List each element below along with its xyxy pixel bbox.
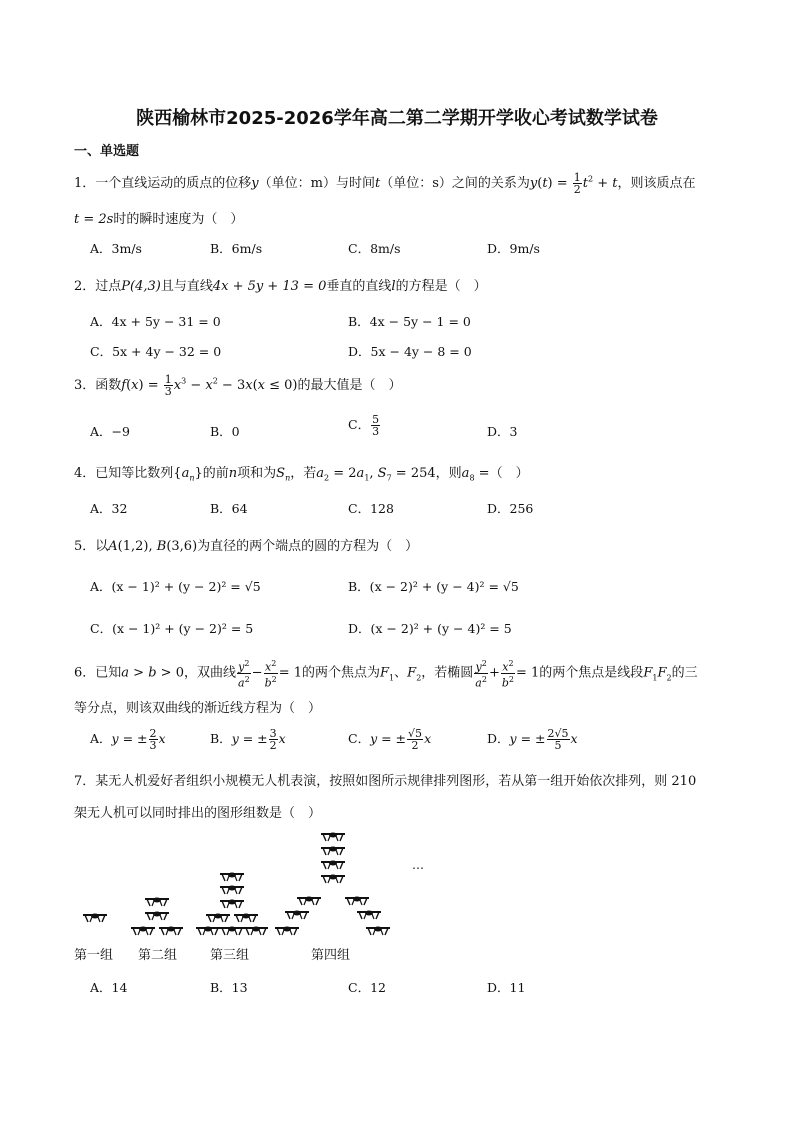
q7-option-b: B．13 <box>210 980 248 995</box>
q3-text-a: 3．函数 <box>74 378 122 393</box>
drone-icon <box>196 927 220 936</box>
q1-option-c: C．8m/s <box>348 241 401 256</box>
fraction: $\frac{x^2}{b^2}$ <box>264 659 277 690</box>
q6-option-d-label: D． <box>487 731 510 746</box>
drone-icon <box>220 886 244 895</box>
q7-option-c: C．12 <box>348 980 386 995</box>
q4-option-a: A．32 <box>90 501 128 516</box>
drone-icon <box>206 914 230 923</box>
q5-option-a: A．(x − 1)² + (y − 2)² = √5 <box>90 579 261 594</box>
fraction: $\frac{y^2}{a^2}$ <box>475 659 487 690</box>
continuation-ellipsis: … <box>412 858 424 872</box>
group-1-label: 第一组 <box>74 948 114 963</box>
drone-icon <box>366 927 390 936</box>
q5-option-d: D．(x − 2)² + (y − 4)² = 5 <box>348 621 512 636</box>
page-title: 陕西榆林市2025-2026学年高二第二学期开学收心考试数学试卷 <box>136 108 658 129</box>
drone-icon <box>285 911 309 920</box>
q1-text-d: ，则该质点在 <box>617 176 696 191</box>
q1-option-d: D．9m/s <box>487 241 540 256</box>
q4-text-e: ，则 <box>435 466 462 481</box>
fraction: $\frac{y^2}{a^2}$ <box>238 659 250 690</box>
q6-option-b: B．y = ± $\frac{3}{2}$ x <box>210 727 286 752</box>
q2-option-b: B．4x − 5y − 1 = 0 <box>348 314 471 329</box>
question-5-stem: 5．以A(1,2), B(3,6)为直径的两个端点的圆的方程为（ ） <box>74 539 419 554</box>
q6-option-d: D．y = ± $\frac{2√5}{5}$ x <box>487 727 578 752</box>
q4-text-a: 4．已知等比数列 <box>74 466 174 481</box>
q3-option-b: B．0 <box>210 424 240 439</box>
q2-option-a: A．4x + 5y − 31 = 0 <box>90 314 221 329</box>
q2-text-c: 垂直的直线 <box>326 279 392 294</box>
fraction: $\frac{1}{2}$ <box>573 171 581 196</box>
drone-icon <box>321 833 345 842</box>
q3-option-c <box>348 414 381 437</box>
fraction: $\frac{5}{3}$ <box>372 413 380 438</box>
question-4-stem: 4．已知等比数列$\{a_n\}$的前n项和为$S_n$，若$a_2 = 2a_1$, $S_7 = 254$，则$a_8$ =（ ） <box>74 466 529 483</box>
fraction: $\frac{2√5}{5}$ <box>547 727 569 752</box>
drone-icon <box>220 873 244 882</box>
q1-text-b: （单位：m）与时间 <box>258 176 375 191</box>
q5-text-b: 为直径的两个端点的圆的方程为（ ） <box>197 539 419 554</box>
q5-option-b: B．(x − 2)² + (y − 4)² = √5 <box>348 579 519 594</box>
q1-text-c: （单位：s）之间的关系为 <box>380 176 530 191</box>
drone-icon <box>83 914 107 923</box>
fraction: $\frac{3}{2}$ <box>269 727 277 752</box>
q3-text-b: 的最大值是（ ） <box>297 378 402 393</box>
q4-option-c: C．128 <box>348 501 394 516</box>
q2-text-a: 2．过点 <box>74 279 122 294</box>
q3-option-d: D．3 <box>487 424 518 439</box>
fraction: $\frac{1}{3}$ <box>164 373 172 398</box>
q3-option-c-label: C． <box>348 417 371 432</box>
q6-text-d: ，若椭圆 <box>421 665 474 681</box>
q2-text-d: 的方程是（ ） <box>395 279 487 294</box>
question-3-stem: 3．函数f(x) = $\frac{1}{3}$ $x^3 - x^2 - 3x(x \le 0)$的最大值是（ ） <box>74 373 402 398</box>
drone-icon <box>275 927 299 936</box>
q6-option-c-label: C． <box>348 731 371 746</box>
q4-text-b: 的前 <box>202 466 229 481</box>
question-6-line-1: 6．已知a > b > 0，双曲线 $\frac{y^2}{a^2}$ − $\frac{x^2}{b^2}$ = 1的两个焦点为$F_1$、$F_2$，若椭圆 $\frac{y^2}{a^2}$ + $\frac{x^2}{b^2}$ = 1的两个焦点是线段$F_1F_2$的三 <box>74 659 698 690</box>
fraction: $\frac{2}{3}$ <box>149 727 157 752</box>
q6-text-e: 的两个焦点是线段 <box>539 665 644 681</box>
section-heading: 一、单选题 <box>74 144 140 159</box>
q6-option-a: A．y = ± $\frac{2}{3}$ x <box>90 727 166 752</box>
q4-option-d: D．256 <box>487 501 534 516</box>
fraction: $\frac{√5}{2}$ <box>408 727 423 752</box>
q6-option-c: C．y = ± $\frac{√5}{2}$ x <box>348 727 432 752</box>
drone-icon <box>220 900 244 909</box>
q6-option-b-label: B． <box>210 731 232 746</box>
q7-option-d: D．11 <box>487 980 526 995</box>
q2-line: 4x + 5y + 13 = 0 <box>212 279 327 294</box>
q2-point: P(4,3) <box>121 279 161 294</box>
q2-text-b: 且与直线 <box>160 279 213 294</box>
q7-option-a: A．14 <box>90 980 128 995</box>
group-2-label: 第二组 <box>138 948 178 963</box>
group-4-label: 第四组 <box>311 948 351 963</box>
drone-icon <box>244 927 268 936</box>
question-2-stem: 2．过点P(4,3)且与直线4x + 5y + 13 = 0垂直的直线l的方程是（ ） <box>74 279 487 294</box>
q6-text-a: 6．已知 <box>74 665 122 681</box>
q4-text-c: 项和为 <box>237 466 277 481</box>
question-1-line-1: 1．一个直线运动的质点的位移y（单位：m）与时间t（单位：s）之间的关系为y(t) = $\frac{1}{2}$ $t^2 + t$，则该质点在 <box>74 171 696 196</box>
q1-condition: t = 2s <box>74 212 114 227</box>
q6-option-a-label: A． <box>90 731 112 746</box>
question-7-line-2: 架无人机可以同时排出的图形组数是（ ） <box>74 806 322 821</box>
q6-text-b: ，双曲线 <box>183 665 236 681</box>
group-3-label: 第三组 <box>210 948 250 963</box>
q4-text-d: ，若 <box>290 466 317 481</box>
drone-icon <box>345 897 369 906</box>
drone-icon <box>357 911 381 920</box>
q3-option-a: A．−9 <box>90 424 130 439</box>
drone-icon <box>297 897 321 906</box>
drone-icon <box>145 898 169 907</box>
drone-icon <box>220 927 244 936</box>
question-1-line-2 <box>74 208 243 227</box>
q1-text-e: 时的瞬时速度为（ ） <box>113 212 244 227</box>
drone-icon <box>131 927 155 936</box>
drone-icon <box>234 914 258 923</box>
q5-text-a: 5．以 <box>74 539 109 554</box>
drone-icon <box>145 912 169 921</box>
drone-icon <box>321 875 345 884</box>
drone-icon <box>159 927 183 936</box>
question-7-line-1: 7．某无人机爱好者组织小规模无人机表演，按照如图所示规律排列图形，若从第一组开始依次排列，则 210 <box>74 774 697 789</box>
q5-option-c: C．(x − 1)² + (y − 2)² = 5 <box>90 621 254 636</box>
q2-option-c: C．5x + 4y − 32 = 0 <box>90 344 222 359</box>
q1-text-a: 1．一个直线运动的质点的位移 <box>74 176 252 191</box>
q6-text-f: 的三 <box>671 665 698 681</box>
q1-option-a: A．3m/s <box>90 241 142 256</box>
drone-icon <box>321 861 345 870</box>
q4-option-b: B．64 <box>210 501 248 516</box>
q6-text-c: 的两个焦点为 <box>302 665 381 681</box>
q1-option-b: B．6m/s <box>210 241 263 256</box>
drone-icon <box>321 847 345 856</box>
q2-option-d: D．5x − 4y − 8 = 0 <box>348 344 472 359</box>
q4-text-f: （ ） <box>489 466 529 481</box>
fraction: $\frac{x^2}{b^2}$ <box>501 659 514 690</box>
question-6-line-2: 等分点，则该双曲线的渐近线方程为（ ） <box>74 701 322 716</box>
